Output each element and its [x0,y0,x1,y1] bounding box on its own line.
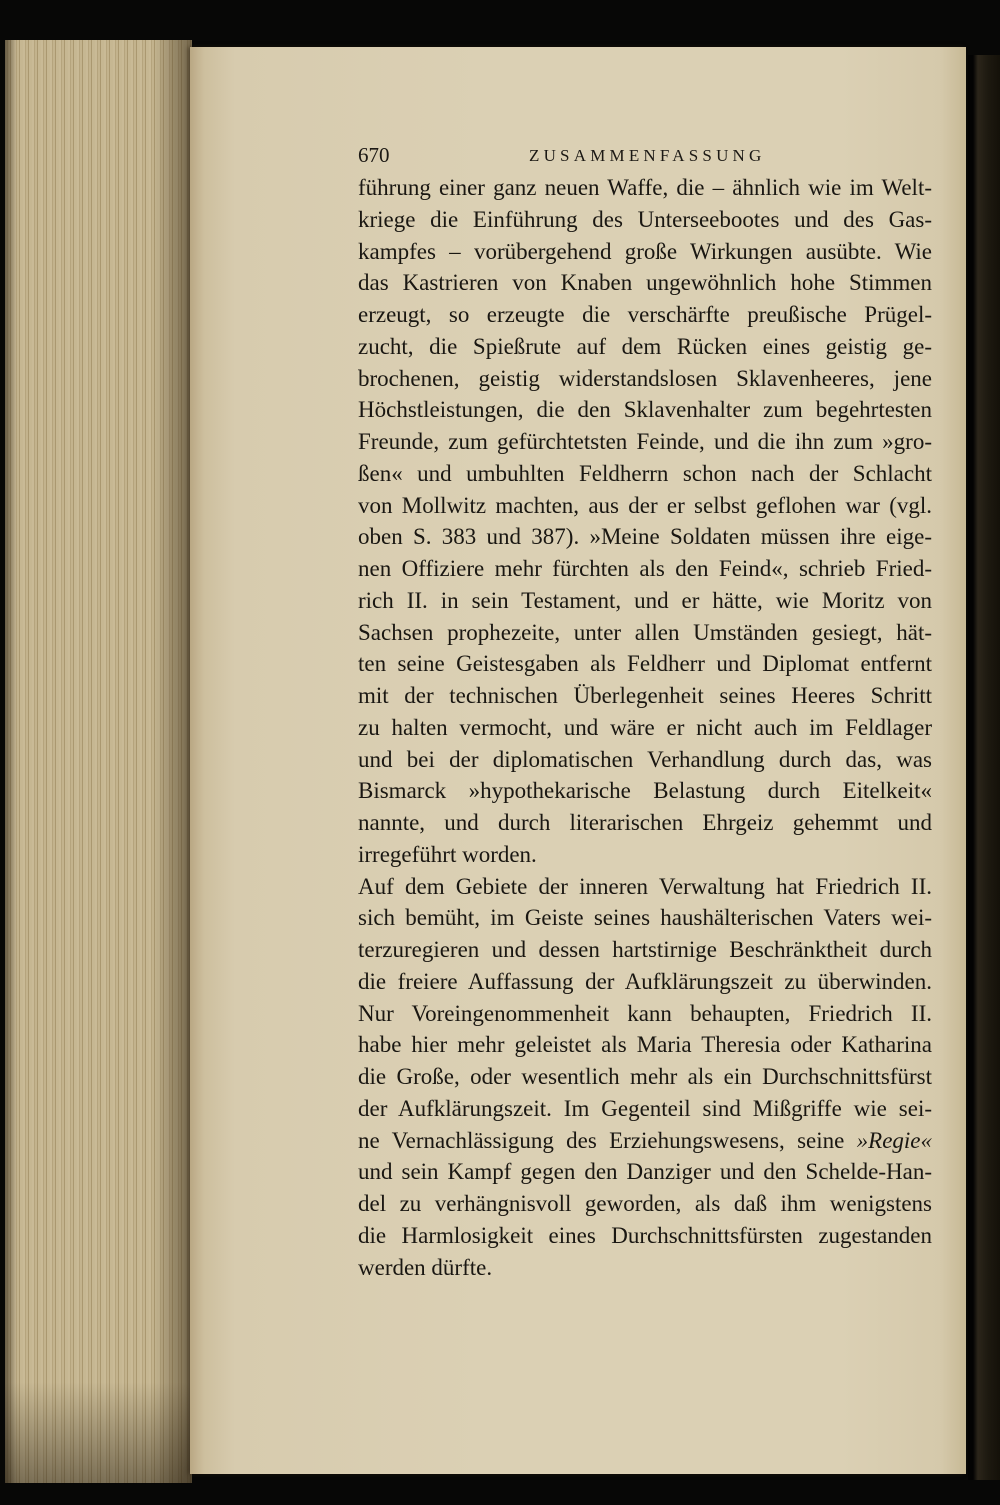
text-line: Auf dem Gebiete der inneren Verwaltung hat Friedrich II. [358,873,932,899]
text-line: erzeugt, so erzeugte die verschärfte preußische Prügel- [358,302,932,327]
text-line: kriege die Einführung des Unterseebootes und des Gas- [358,206,932,232]
text-line: und bei der diplomatischen Verhandlung durch das, was [358,746,932,772]
paragraph [358,871,932,1284]
text-line: nen Offiziere mehr fürchten als den Feind«, schrieb Fried- [358,556,932,581]
text-line: Bismarck »hypothekarische Belastung durch Eitelkeit« [358,778,932,804]
text-line: die Große, oder wesentlich mehr als ein Durchschnittsfürst [358,1064,932,1089]
text-line: zucht, die Spießrute auf dem Rücken eines geistig ge- [358,333,932,359]
text-line: Freunde, zum gefürchtetsten Feinde, und die ihn zum »gro- [358,429,932,454]
text-line [358,1125,932,1157]
text-line: del zu verhängnisvoll geworden, als daß ihm wenigstens [358,1191,932,1216]
text-line: ßen« und umbuhlten Feldherrn schon nach der Schlacht [358,460,932,486]
text-line: rich II. in sein Testament, und er hätte, wie Moritz von [358,587,932,613]
text-line: der Aufklärungszeit. Im Gegenteil sind Mißgriffe wie sei- [358,1095,932,1121]
text-line: von Mollwitz machten, aus der er selbst geflohen war (vgl. [358,492,932,518]
text-line: Sachsen prophezeite, unter allen Umständen gesiegt, hät- [358,619,932,645]
text-line: Höchstleistungen, die den Sklavenhalter zum begehrtesten [358,397,932,423]
text-line: und sein Kampf gegen den Danziger und den Schelde-Han- [358,1159,932,1185]
page-number: 670 [358,143,390,167]
paragraph [358,172,932,871]
text-line: habe hier mehr geleistet als Maria Theresia oder Katharina [358,1032,932,1058]
text-line: zu halten vermocht, und wäre er nicht auch im Feldlager [358,714,932,740]
text-run: ne Vernachlässigung des Erziehungswesens, seine [358,1127,845,1153]
text-line: brochenen, geistig widerstandslosen Sklavenheeres, jene [358,365,932,391]
text-line: Nur Voreingenommenheit kann behaupten, Friedrich II. [358,1000,932,1026]
text-line: kampfes – vorübergehend große Wirkungen ausübte. Wie [358,238,932,264]
text-line: die freiere Auffassung der Aufklärungszeit zu überwinden. [358,968,932,994]
text-line: werden dürfte. [358,1254,493,1280]
italic-text-run: »Regie« [856,1127,932,1153]
text-line: führung einer ganz neuen Waffe, die – ähnlich wie im Welt- [358,175,932,200]
cover-edge [968,55,1000,1480]
text-line: sich bemüht, im Geiste seines haushälterischen Vaters wei- [358,905,932,931]
book-page [190,47,966,1474]
text-line: terzuregieren und dessen hartstirnige Beschränktheit durch [358,937,932,962]
text-line: irregeführt worden. [358,841,537,867]
running-head: ZUSAMMENFASSUNG [529,146,766,165]
text-line: mit der technischen Überlegenheit seines Heeres Schritt [358,683,932,708]
text-line: ten seine Geistesgaben als Feldherr und Diplomat entfernt [358,651,932,677]
text-line: das Kastrieren von Knaben ungewöhnlich hohe Stimmen [358,270,932,296]
text-line: nannte, und durch literarischen Ehrgeiz gehemmt und [358,810,932,835]
text-line: die Harmlosigkeit eines Durchschnittsfürsten zugestanden [358,1222,932,1248]
body-text [358,172,932,1283]
page-edge-stack [5,40,192,1483]
text-line: oben S. 383 und 387). »Meine Soldaten müssen ihre eige- [358,524,932,550]
